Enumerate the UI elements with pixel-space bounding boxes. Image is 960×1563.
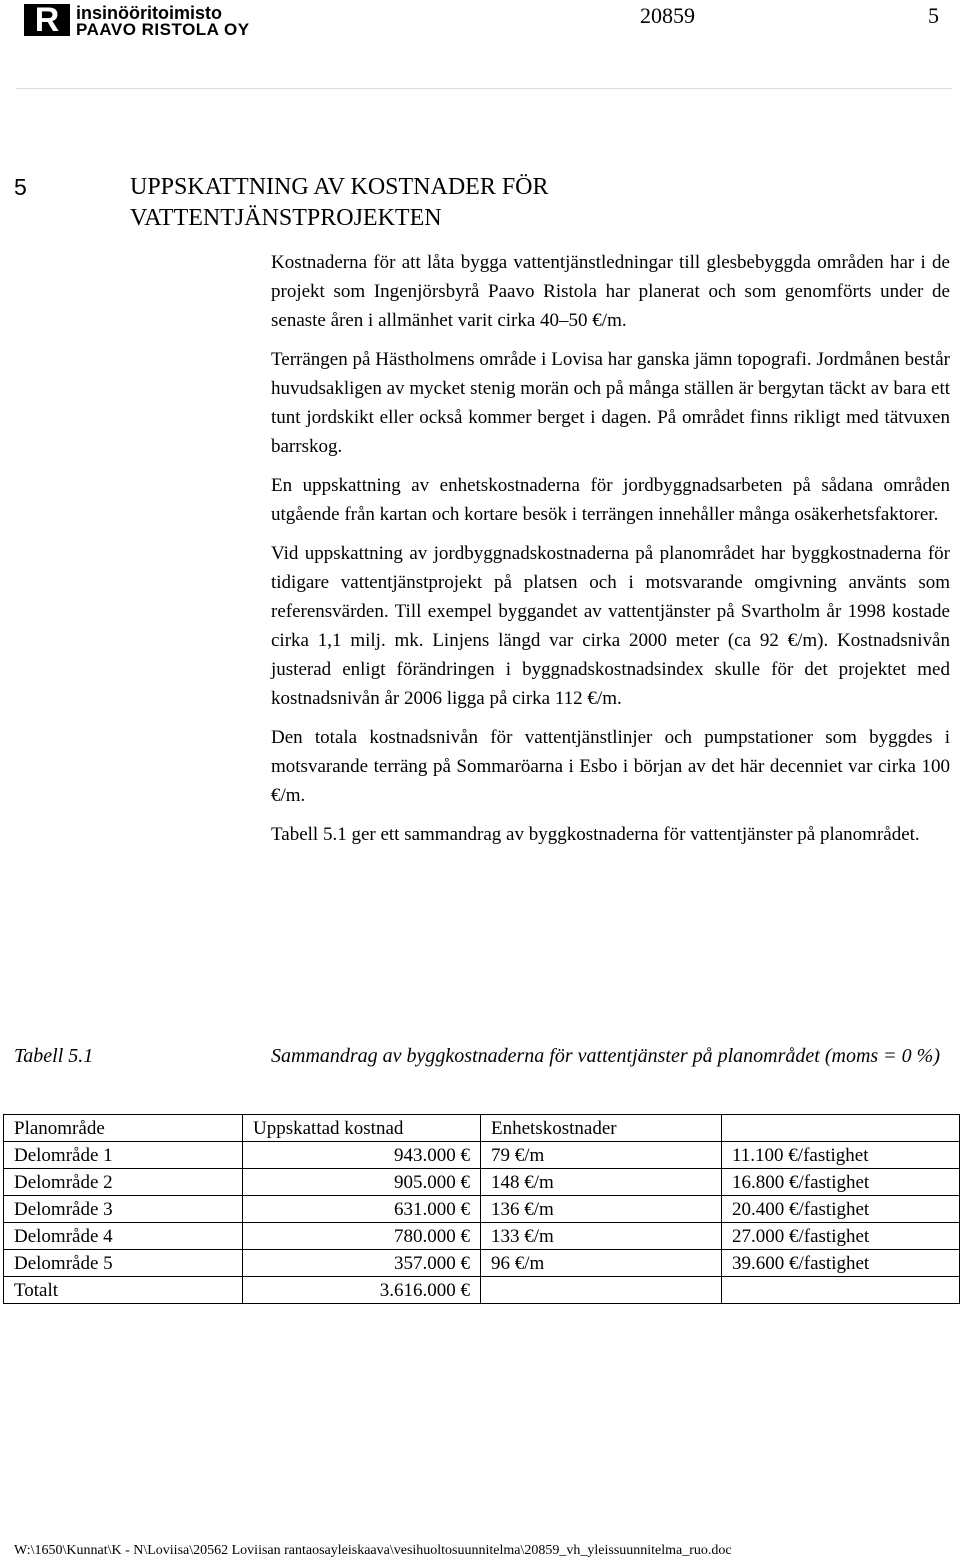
section-title-line1: UPPSKATTNING AV KOSTNADER FÖR <box>130 174 549 200</box>
cost-summary-table <box>3 1114 960 1304</box>
cost-cell: 631.000 € <box>243 1196 481 1223</box>
section-title-line2: VATTENTJÄNSTPROJEKTEN <box>130 205 442 231</box>
table-caption: Sammandrag av byggkostnaderna för vattentjänster på planområdet (moms = 0 %) <box>271 1045 940 1067</box>
header-divider <box>16 88 952 89</box>
header-cell: Uppskattad kostnad <box>243 1115 481 1142</box>
table-label: Tabell 5.1 <box>14 1045 94 1067</box>
header-cell: Enhetskostnader <box>481 1115 722 1142</box>
property-cost-cell: 20.400 €/fastighet <box>722 1196 960 1223</box>
table-total-row <box>4 1277 960 1304</box>
logo-mark: R <box>24 4 70 36</box>
table-row <box>4 1223 960 1250</box>
empty-cell <box>722 1277 960 1304</box>
unit-cost-cell: 136 €/m <box>481 1196 722 1223</box>
company-logo <box>24 1 294 40</box>
cost-cell: 905.000 € <box>243 1169 481 1196</box>
property-cost-cell: 39.600 €/fastighet <box>722 1250 960 1277</box>
property-cost-cell: 16.800 €/fastighet <box>722 1169 960 1196</box>
unit-cost-cell: 148 €/m <box>481 1169 722 1196</box>
empty-cell <box>481 1277 722 1304</box>
table-row <box>4 1169 960 1196</box>
body-text <box>271 248 950 859</box>
paragraph-costs: Kostnaderna för att låta bygga vattentjänstledningar till glesbebyggda områden har i de projekt som Ingenjörsbyrå Paavo Ristola har planerat och som genomförts under de senaste åren i allmänhet varit cirka 40–50 €/m. <box>271 252 950 331</box>
header-cell <box>722 1115 960 1142</box>
paragraph-uncertainty: En uppskattning av enhetskostnaderna för jordbyggnadsarbeten på sådana områden utgående från kartan och kortare besök i terrängen innehåller många osäkerhetsfaktorer. <box>271 475 950 525</box>
area-cell: Delområde 3 <box>4 1196 243 1223</box>
total-label-cell: Totalt <box>4 1277 243 1304</box>
area-cell: Delområde 5 <box>4 1250 243 1277</box>
cost-cell: 780.000 € <box>243 1223 481 1250</box>
footer-file-path: W:\1650\Kunnat\K - N\Loviisa\20562 Loviisan rantaosayleiskaava\vesihuoltosuunnitelma\20859_vh_yleissuunnitelma_ruo.doc <box>14 1543 732 1558</box>
page-number: 5 <box>928 3 939 28</box>
cost-cell: 357.000 € <box>243 1250 481 1277</box>
table-header-row <box>4 1115 960 1142</box>
logo-text-line1: insinööritoimisto <box>76 3 222 23</box>
property-cost-cell: 11.100 €/fastighet <box>722 1142 960 1169</box>
section-number: 5 <box>14 174 27 200</box>
area-cell: Delområde 4 <box>4 1223 243 1250</box>
header-cell: Planområde <box>4 1115 243 1142</box>
document-number: 20859 <box>640 3 695 28</box>
paragraph-total-level: Den totala kostnadsnivån för vattentjänstlinjer och pumpstationer som byggdes i motsvarande terräng på Sommaröarna i Esbo i början av det här decenniet var cirka 100 €/m. <box>271 727 950 806</box>
unit-cost-cell: 133 €/m <box>481 1223 722 1250</box>
table-row <box>4 1142 960 1169</box>
table-row <box>4 1250 960 1277</box>
paragraph-table-intro: Tabell 5.1 ger ett sammandrag av byggkostnaderna för vattentjänster på planområdet. <box>271 824 920 845</box>
total-cost-cell: 3.616.000 € <box>243 1277 481 1304</box>
property-cost-cell: 27.000 €/fastighet <box>722 1223 960 1250</box>
area-cell: Delområde 1 <box>4 1142 243 1169</box>
unit-cost-cell: 79 €/m <box>481 1142 722 1169</box>
section-title <box>130 172 830 234</box>
table-row <box>4 1196 960 1223</box>
logo-text-line2: PAAVO RISTOLA OY <box>76 20 250 39</box>
cost-cell: 943.000 € <box>243 1142 481 1169</box>
unit-cost-cell: 96 €/m <box>481 1250 722 1277</box>
paragraph-reference: Vid uppskattning av jordbyggnadskostnaderna på planområdet har byggkostnaderna för tidigare vattentjänstprojekt på platsen och i motsvarande omgivning använts som referensvärden. Till exempel byggandet av vattentjänster på Svartholm år 1998 kostade cirka 1,1 milj. mk. Linjens längd var cirka 2000 meter (ca 92 €/m). Kostnadsnivån justerad enligt förändringen i byggnadskostnadsindex skulle för det projektet med kostnadsnivån år 2006 ligga på cirka 112 €/m. <box>271 543 950 709</box>
paragraph-terrain: Terrängen på Hästholmens område i Lovisa har ganska jämn topografi. Jordmånen består huvudsakligen av mycket stenig morän och på många ställen är bergytan täckt av bara ett tunt jordskikt eller också kommer berget i dagen. På området finns rikligt med tätvuxen barrskog. <box>271 349 950 457</box>
page-header <box>0 0 960 48</box>
area-cell: Delområde 2 <box>4 1169 243 1196</box>
